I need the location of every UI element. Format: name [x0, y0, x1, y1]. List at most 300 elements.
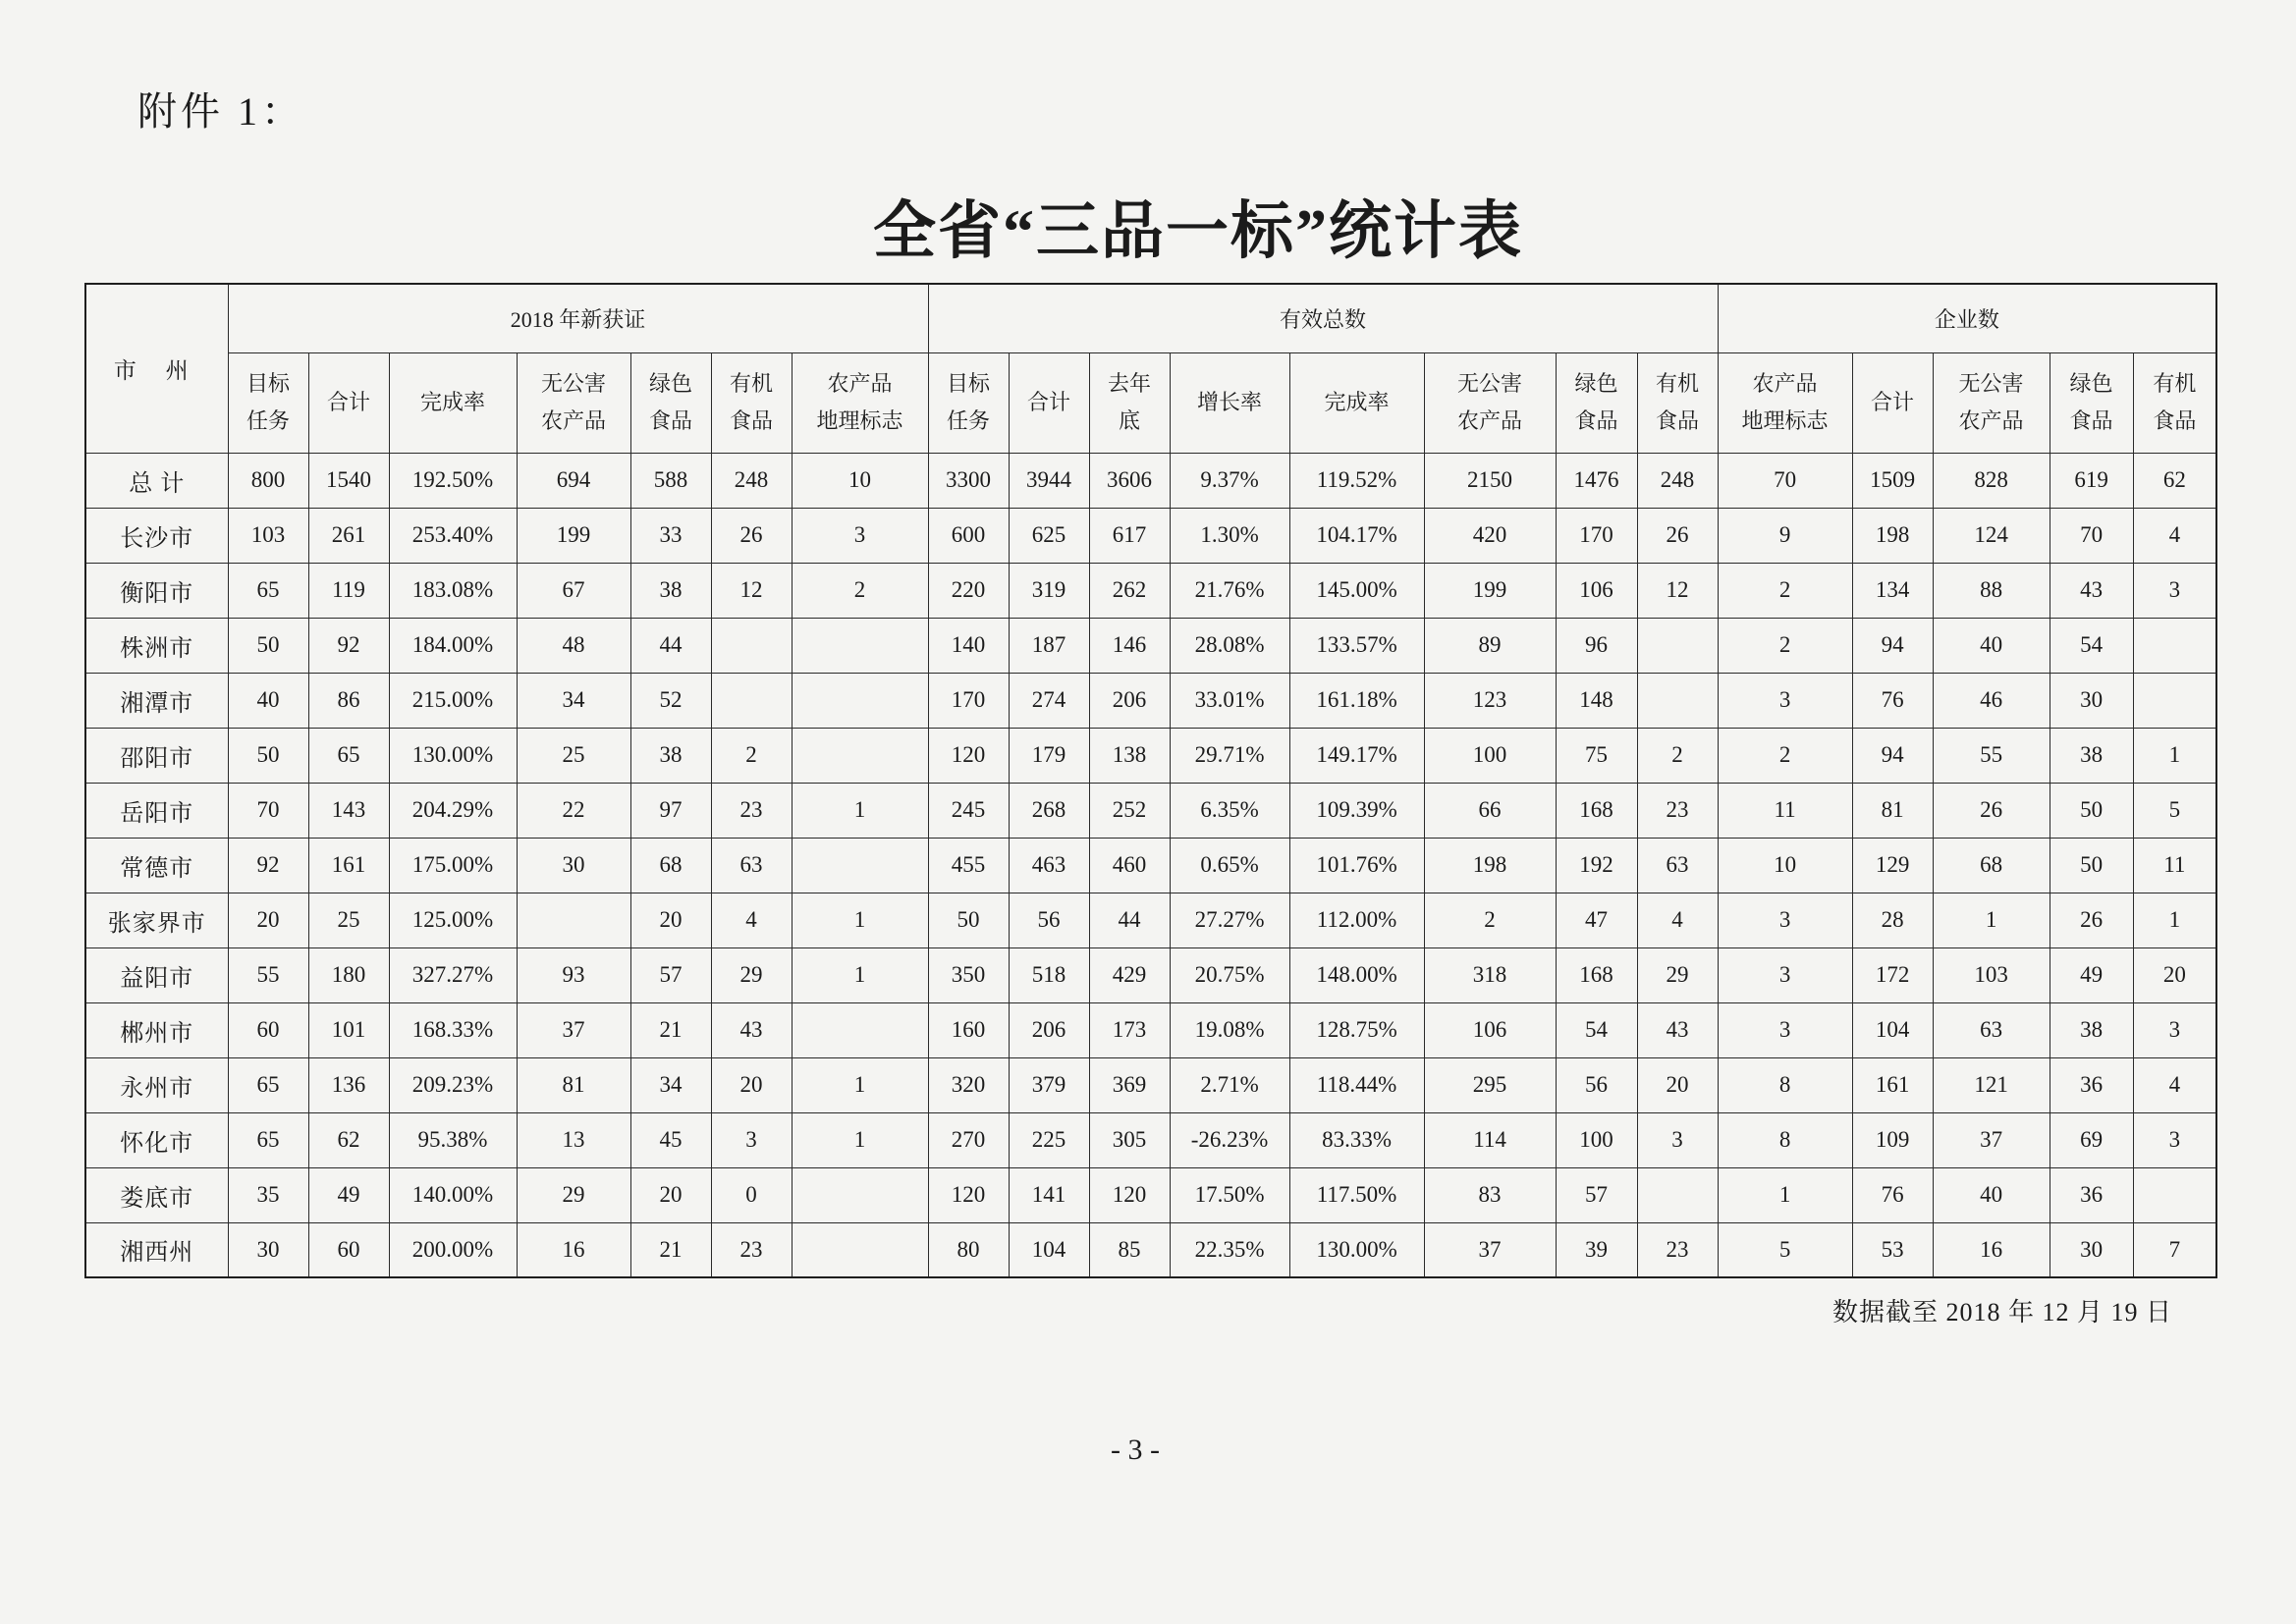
cell-enterprise-total: 28: [1852, 893, 1933, 947]
row-city-name: 益阳市: [85, 947, 228, 1002]
cell-valid-completion-rate: 119.52%: [1289, 453, 1424, 508]
cell-new-total: 65: [308, 728, 389, 783]
column-header-line: 绿色: [1574, 371, 1618, 396]
cell-new-organic-food: 2: [711, 728, 792, 783]
column-header-line: 去年: [1108, 371, 1152, 396]
cell-valid-last-year-end: 146: [1089, 618, 1170, 673]
cell-new-completion-rate: 215.00%: [389, 673, 517, 728]
column-header-valid-growth-rate: [1170, 352, 1289, 453]
cell-valid-completion-rate: 83.33%: [1289, 1112, 1424, 1167]
cell-new-green-food: 34: [630, 1057, 711, 1112]
cell-valid-completion-rate: 145.00%: [1289, 563, 1424, 618]
cell-new-organic-food: [711, 618, 792, 673]
page-title: 全省“三品一标”统计表: [873, 196, 1523, 266]
cell-valid-organic-food: 63: [1637, 838, 1718, 893]
column-header-line: 农产品: [1958, 408, 2024, 433]
cell-valid-completion-rate: 118.44%: [1289, 1057, 1424, 1112]
cell-new-geo-indication: [792, 728, 928, 783]
cell-new-completion-rate: 204.29%: [389, 783, 517, 838]
cell-valid-organic-food: 3: [1637, 1112, 1718, 1167]
cell-new-total: 136: [308, 1057, 389, 1112]
cell-new-target: 65: [228, 563, 308, 618]
cell-valid-total: 3944: [1009, 453, 1089, 508]
cell-new-pollution-free: 25: [517, 728, 630, 783]
cell-enterprise-pollution-free: 40: [1933, 618, 2050, 673]
cell-valid-total: 56: [1009, 893, 1089, 947]
cell-valid-growth-rate: 17.50%: [1170, 1167, 1289, 1222]
row-city-name: 湘潭市: [85, 673, 228, 728]
cell-new-completion-rate: 130.00%: [389, 728, 517, 783]
data-cutoff-note: 数据截至 2018 年 12 月 19 日: [1831, 1298, 2172, 1326]
column-header-enterprise-total: [1852, 352, 1933, 453]
cell-valid-green-food: 75: [1556, 728, 1637, 783]
cell-valid-target: 140: [928, 618, 1009, 673]
row-city-name: 常德市: [85, 838, 228, 893]
cell-valid-organic-food: 29: [1637, 947, 1718, 1002]
cell-valid-green-food: 168: [1556, 947, 1637, 1002]
column-header-line: 无公害: [1958, 371, 2024, 396]
cell-valid-green-food: 57: [1556, 1167, 1637, 1222]
cell-new-green-food: 588: [630, 453, 711, 508]
cell-valid-growth-rate: -26.23%: [1170, 1112, 1289, 1167]
cell-valid-target: 3300: [928, 453, 1009, 508]
cell-enterprise-organic-food: 1: [2133, 728, 2216, 783]
cell-new-organic-food: [711, 673, 792, 728]
cell-new-pollution-free: 67: [517, 563, 630, 618]
cell-valid-completion-rate: 148.00%: [1289, 947, 1424, 1002]
cell-new-geo-indication: 1: [792, 947, 928, 1002]
cell-valid-green-food: 54: [1556, 1002, 1637, 1057]
cell-valid-organic-food: 4: [1637, 893, 1718, 947]
cell-valid-total: 518: [1009, 947, 1089, 1002]
cell-valid-pollution-free: 2150: [1424, 453, 1556, 508]
column-header-line: 农产品: [1752, 371, 1818, 396]
cell-valid-total: 319: [1009, 563, 1089, 618]
cell-new-target: 40: [228, 673, 308, 728]
cell-new-total: 49: [308, 1167, 389, 1222]
header-row-columns: [85, 352, 2216, 453]
column-header-line: 食品: [1574, 408, 1618, 433]
cell-valid-total: 104: [1009, 1222, 1089, 1277]
row-city-name: 岳阳市: [85, 783, 228, 838]
column-header-line: 无公害: [540, 371, 606, 396]
cell-new-target: 35: [228, 1167, 308, 1222]
cell-new-total: 92: [308, 618, 389, 673]
cell-valid-growth-rate: 28.08%: [1170, 618, 1289, 673]
cell-new-organic-food: 23: [711, 1222, 792, 1277]
row-city-name: 长沙市: [85, 508, 228, 563]
cell-new-pollution-free: 199: [517, 508, 630, 563]
cell-new-green-food: 21: [630, 1002, 711, 1057]
cell-valid-target: 455: [928, 838, 1009, 893]
cell-valid-pollution-free: 318: [1424, 947, 1556, 1002]
column-header-enterprise-organic-food: [2133, 352, 2216, 453]
cell-enterprise-total: 94: [1852, 728, 1933, 783]
cell-valid-pollution-free: 83: [1424, 1167, 1556, 1222]
cell-new-total: 86: [308, 673, 389, 728]
cell-new-target: 70: [228, 783, 308, 838]
cell-valid-pollution-free: 114: [1424, 1112, 1556, 1167]
cell-valid-last-year-end: 120: [1089, 1167, 1170, 1222]
cell-valid-last-year-end: 173: [1089, 1002, 1170, 1057]
cell-enterprise-geo-indication: 3: [1718, 893, 1852, 947]
cell-new-pollution-free: 13: [517, 1112, 630, 1167]
cell-new-completion-rate: 95.38%: [389, 1112, 517, 1167]
cell-new-target: 65: [228, 1112, 308, 1167]
cell-enterprise-pollution-free: 121: [1933, 1057, 2050, 1112]
cell-valid-completion-rate: 128.75%: [1289, 1002, 1424, 1057]
cell-new-green-food: 52: [630, 673, 711, 728]
cell-new-completion-rate: 200.00%: [389, 1222, 517, 1277]
cell-new-completion-rate: 209.23%: [389, 1057, 517, 1112]
cell-valid-total: 625: [1009, 508, 1089, 563]
cell-valid-target: 270: [928, 1112, 1009, 1167]
cell-valid-pollution-free: 295: [1424, 1057, 1556, 1112]
table-row: [85, 508, 2216, 563]
cell-enterprise-total: 129: [1852, 838, 1933, 893]
cell-enterprise-geo-indication: 9: [1718, 508, 1852, 563]
table-row: [85, 893, 2216, 947]
cell-new-geo-indication: [792, 1167, 928, 1222]
column-header-line: 地理标志: [816, 408, 903, 433]
cell-new-organic-food: 248: [711, 453, 792, 508]
column-header-enterprise-green-food: [2050, 352, 2133, 453]
cell-enterprise-geo-indication: 2: [1718, 728, 1852, 783]
column-header-line: 有机: [2153, 371, 2197, 396]
cell-enterprise-geo-indication: 3: [1718, 1002, 1852, 1057]
cell-enterprise-organic-food: 3: [2133, 563, 2216, 618]
cell-enterprise-pollution-free: 55: [1933, 728, 2050, 783]
cell-new-target: 30: [228, 1222, 308, 1277]
cell-valid-total: 379: [1009, 1057, 1089, 1112]
row-city-name: 郴州市: [85, 1002, 228, 1057]
column-header-line: 任务: [246, 408, 290, 433]
cell-new-geo-indication: 1: [792, 783, 928, 838]
cell-enterprise-organic-food: [2133, 1167, 2216, 1222]
column-header-line: 合计: [326, 390, 370, 414]
cell-enterprise-geo-indication: 70: [1718, 453, 1852, 508]
column-header-new-pollution-free: [517, 352, 630, 453]
cell-new-geo-indication: [792, 618, 928, 673]
row-city-name: 邵阳市: [85, 728, 228, 783]
cell-valid-total: 141: [1009, 1167, 1089, 1222]
group-header-enterprises: 企业数: [1718, 284, 2216, 352]
cell-new-green-food: 38: [630, 728, 711, 783]
cell-valid-pollution-free: 106: [1424, 1002, 1556, 1057]
cell-new-target: 103: [228, 508, 308, 563]
cell-new-geo-indication: [792, 1222, 928, 1277]
cell-valid-pollution-free: 198: [1424, 838, 1556, 893]
cell-enterprise-green-food: 36: [2050, 1167, 2133, 1222]
cell-enterprise-geo-indication: 8: [1718, 1057, 1852, 1112]
column-header-line: 完成率: [419, 390, 485, 414]
cell-new-completion-rate: 183.08%: [389, 563, 517, 618]
cell-enterprise-organic-food: 11: [2133, 838, 2216, 893]
cell-valid-organic-food: 26: [1637, 508, 1718, 563]
column-header-line: 增长率: [1197, 390, 1263, 414]
cell-valid-growth-rate: 2.71%: [1170, 1057, 1289, 1112]
cell-valid-organic-food: 248: [1637, 453, 1718, 508]
cell-valid-target: 220: [928, 563, 1009, 618]
cell-valid-green-food: 47: [1556, 893, 1637, 947]
cell-new-completion-rate: 168.33%: [389, 1002, 517, 1057]
cell-enterprise-green-food: 69: [2050, 1112, 2133, 1167]
column-header-line: 农产品: [1457, 408, 1523, 433]
cell-valid-last-year-end: 429: [1089, 947, 1170, 1002]
cell-enterprise-geo-indication: 1: [1718, 1167, 1852, 1222]
cell-new-total: 161: [308, 838, 389, 893]
cell-valid-last-year-end: 3606: [1089, 453, 1170, 508]
cell-enterprise-pollution-free: 46: [1933, 673, 2050, 728]
cell-new-pollution-free: 16: [517, 1222, 630, 1277]
column-header-line: 绿色: [648, 371, 692, 396]
attachment-label: 附件 1：: [137, 89, 304, 134]
row-city-name: 怀化市: [85, 1112, 228, 1167]
cell-valid-growth-rate: 19.08%: [1170, 1002, 1289, 1057]
table-row: [85, 947, 2216, 1002]
cell-new-pollution-free: 93: [517, 947, 630, 1002]
column-header-line: 食品: [729, 408, 773, 433]
column-header-valid-completion-rate: [1289, 352, 1424, 453]
cell-enterprise-organic-food: 3: [2133, 1002, 2216, 1057]
row-city-name: 株洲市: [85, 618, 228, 673]
column-header-line: 食品: [648, 408, 692, 433]
cell-enterprise-geo-indication: 3: [1718, 947, 1852, 1002]
table-body: [85, 453, 2216, 1277]
cell-valid-target: 320: [928, 1057, 1009, 1112]
cell-enterprise-organic-food: [2133, 673, 2216, 728]
cell-valid-pollution-free: 66: [1424, 783, 1556, 838]
cell-valid-target: 170: [928, 673, 1009, 728]
cell-new-completion-rate: 253.40%: [389, 508, 517, 563]
cell-new-completion-rate: 175.00%: [389, 838, 517, 893]
cell-new-completion-rate: 192.50%: [389, 453, 517, 508]
cell-enterprise-geo-indication: 8: [1718, 1112, 1852, 1167]
cell-new-target: 65: [228, 1057, 308, 1112]
column-header-line: 食品: [1656, 408, 1700, 433]
cell-new-geo-indication: [792, 1002, 928, 1057]
cell-enterprise-green-food: 36: [2050, 1057, 2133, 1112]
cell-new-total: 101: [308, 1002, 389, 1057]
cell-new-total: 143: [308, 783, 389, 838]
cell-enterprise-pollution-free: 37: [1933, 1112, 2050, 1167]
cell-new-green-food: 44: [630, 618, 711, 673]
cell-enterprise-total: 104: [1852, 1002, 1933, 1057]
cell-enterprise-geo-indication: 2: [1718, 618, 1852, 673]
row-city-name: 总 计: [85, 453, 228, 508]
table-row: [85, 838, 2216, 893]
statistics-table: [84, 283, 2217, 1278]
column-header-line: 有机: [1656, 371, 1700, 396]
cell-new-organic-food: 4: [711, 893, 792, 947]
cell-valid-green-food: 1476: [1556, 453, 1637, 508]
cell-enterprise-total: 134: [1852, 563, 1933, 618]
cell-valid-organic-food: [1637, 1167, 1718, 1222]
cell-new-organic-food: 29: [711, 947, 792, 1002]
cell-new-green-food: 45: [630, 1112, 711, 1167]
table-row: [85, 618, 2216, 673]
cell-valid-target: 245: [928, 783, 1009, 838]
column-header-line: 食品: [2153, 408, 2197, 433]
cell-enterprise-organic-food: 1: [2133, 893, 2216, 947]
cell-new-organic-food: 20: [711, 1057, 792, 1112]
cell-new-pollution-free: 34: [517, 673, 630, 728]
cell-enterprise-green-food: 26: [2050, 893, 2133, 947]
table-row: [85, 673, 2216, 728]
cell-valid-pollution-free: 37: [1424, 1222, 1556, 1277]
column-header-valid-last-year-end: [1089, 352, 1170, 453]
cell-valid-completion-rate: 133.57%: [1289, 618, 1424, 673]
column-header-new-green-food: [630, 352, 711, 453]
cell-enterprise-total: 94: [1852, 618, 1933, 673]
cell-new-completion-rate: 140.00%: [389, 1167, 517, 1222]
cell-enterprise-green-food: 50: [2050, 783, 2133, 838]
column-header-line: 合计: [1027, 390, 1071, 414]
column-header-line: 有机: [729, 371, 773, 396]
cell-valid-growth-rate: 22.35%: [1170, 1222, 1289, 1277]
cell-enterprise-geo-indication: 10: [1718, 838, 1852, 893]
cell-new-total: 25: [308, 893, 389, 947]
column-header-line: 目标: [246, 371, 290, 396]
cell-valid-completion-rate: 161.18%: [1289, 673, 1424, 728]
column-header-new-organic-food: [711, 352, 792, 453]
column-header-line: 农产品: [827, 371, 893, 396]
row-city-name: 衡阳市: [85, 563, 228, 618]
cell-new-organic-food: 26: [711, 508, 792, 563]
cell-enterprise-organic-food: 7: [2133, 1222, 2216, 1277]
cell-new-completion-rate: 184.00%: [389, 618, 517, 673]
cell-new-total: 119: [308, 563, 389, 618]
cell-valid-growth-rate: 27.27%: [1170, 893, 1289, 947]
cell-enterprise-total: 198: [1852, 508, 1933, 563]
table-row: [85, 728, 2216, 783]
cell-valid-green-food: 106: [1556, 563, 1637, 618]
cell-new-pollution-free: [517, 893, 630, 947]
cell-valid-pollution-free: 199: [1424, 563, 1556, 618]
cell-new-total: 60: [308, 1222, 389, 1277]
cell-new-green-food: 33: [630, 508, 711, 563]
column-header-valid-total: [1009, 352, 1089, 453]
cell-new-pollution-free: 37: [517, 1002, 630, 1057]
cell-enterprise-green-food: 30: [2050, 673, 2133, 728]
cell-enterprise-organic-food: 5: [2133, 783, 2216, 838]
cell-valid-target: 160: [928, 1002, 1009, 1057]
cell-valid-total: 206: [1009, 1002, 1089, 1057]
column-header-line: 合计: [1871, 390, 1915, 414]
cell-valid-green-food: 192: [1556, 838, 1637, 893]
cell-valid-growth-rate: 6.35%: [1170, 783, 1289, 838]
cell-valid-pollution-free: 123: [1424, 673, 1556, 728]
cell-new-total: 62: [308, 1112, 389, 1167]
cell-valid-total: 187: [1009, 618, 1089, 673]
cell-new-target: 55: [228, 947, 308, 1002]
cell-enterprise-total: 172: [1852, 947, 1933, 1002]
cell-valid-green-food: 100: [1556, 1112, 1637, 1167]
cell-enterprise-pollution-free: 40: [1933, 1167, 2050, 1222]
cell-enterprise-organic-food: 20: [2133, 947, 2216, 1002]
cell-valid-last-year-end: 252: [1089, 783, 1170, 838]
cell-enterprise-organic-food: 4: [2133, 508, 2216, 563]
cell-valid-green-food: 39: [1556, 1222, 1637, 1277]
cell-valid-target: 80: [928, 1222, 1009, 1277]
table-row-total: [85, 453, 2216, 508]
cell-valid-pollution-free: 100: [1424, 728, 1556, 783]
cell-enterprise-total: 81: [1852, 783, 1933, 838]
cell-new-geo-indication: [792, 673, 928, 728]
cell-valid-last-year-end: 138: [1089, 728, 1170, 783]
group-header-valid-total: 有效总数: [928, 284, 1718, 352]
column-header-enterprise-pollution-free: [1933, 352, 2050, 453]
cell-enterprise-green-food: 54: [2050, 618, 2133, 673]
cell-new-pollution-free: 81: [517, 1057, 630, 1112]
cell-enterprise-geo-indication: 3: [1718, 673, 1852, 728]
cell-enterprise-green-food: 50: [2050, 838, 2133, 893]
cell-enterprise-green-food: 70: [2050, 508, 2133, 563]
cell-valid-total: 179: [1009, 728, 1089, 783]
table-row: [85, 563, 2216, 618]
group-header-2018-new-certified: 2018 年新获证: [228, 284, 928, 352]
cell-enterprise-pollution-free: 68: [1933, 838, 2050, 893]
cell-valid-completion-rate: 104.17%: [1289, 508, 1424, 563]
column-header-line: 农产品: [540, 408, 606, 433]
cell-valid-last-year-end: 206: [1089, 673, 1170, 728]
cell-new-pollution-free: 30: [517, 838, 630, 893]
cell-valid-total: 268: [1009, 783, 1089, 838]
cell-enterprise-organic-food: [2133, 618, 2216, 673]
column-header-enterprise-geo-indication: [1718, 352, 1852, 453]
cell-enterprise-pollution-free: 63: [1933, 1002, 2050, 1057]
cell-valid-completion-rate: 112.00%: [1289, 893, 1424, 947]
cell-valid-green-food: 148: [1556, 673, 1637, 728]
cell-valid-growth-rate: 33.01%: [1170, 673, 1289, 728]
cell-valid-organic-food: 20: [1637, 1057, 1718, 1112]
cell-valid-pollution-free: 420: [1424, 508, 1556, 563]
table-row: [85, 1112, 2216, 1167]
cell-new-total: 261: [308, 508, 389, 563]
cell-valid-pollution-free: 89: [1424, 618, 1556, 673]
cell-new-green-food: 68: [630, 838, 711, 893]
cell-valid-last-year-end: 44: [1089, 893, 1170, 947]
column-header-line: 食品: [2069, 408, 2113, 433]
cell-enterprise-total: 76: [1852, 1167, 1933, 1222]
row-city-name: 张家界市: [85, 893, 228, 947]
cell-valid-target: 50: [928, 893, 1009, 947]
cell-enterprise-total: 1509: [1852, 453, 1933, 508]
cell-new-geo-indication: 1: [792, 893, 928, 947]
cell-new-target: 50: [228, 728, 308, 783]
cell-valid-organic-food: [1637, 673, 1718, 728]
cell-new-geo-indication: 1: [792, 1057, 928, 1112]
row-city-name: 娄底市: [85, 1167, 228, 1222]
column-header-valid-green-food: [1556, 352, 1637, 453]
column-header-line: 绿色: [2069, 371, 2113, 396]
cell-new-pollution-free: 48: [517, 618, 630, 673]
cell-enterprise-green-food: 30: [2050, 1222, 2133, 1277]
cell-enterprise-pollution-free: 16: [1933, 1222, 2050, 1277]
cell-new-completion-rate: 125.00%: [389, 893, 517, 947]
cell-valid-pollution-free: 2: [1424, 893, 1556, 947]
cell-valid-growth-rate: 29.71%: [1170, 728, 1289, 783]
cell-new-geo-indication: 3: [792, 508, 928, 563]
cell-valid-green-food: 96: [1556, 618, 1637, 673]
cell-enterprise-total: 76: [1852, 673, 1933, 728]
cell-valid-green-food: 168: [1556, 783, 1637, 838]
cell-enterprise-green-food: 38: [2050, 728, 2133, 783]
cell-enterprise-pollution-free: 103: [1933, 947, 2050, 1002]
cell-valid-total: 274: [1009, 673, 1089, 728]
column-header-line: 任务: [947, 408, 991, 433]
cell-valid-growth-rate: 21.76%: [1170, 563, 1289, 618]
